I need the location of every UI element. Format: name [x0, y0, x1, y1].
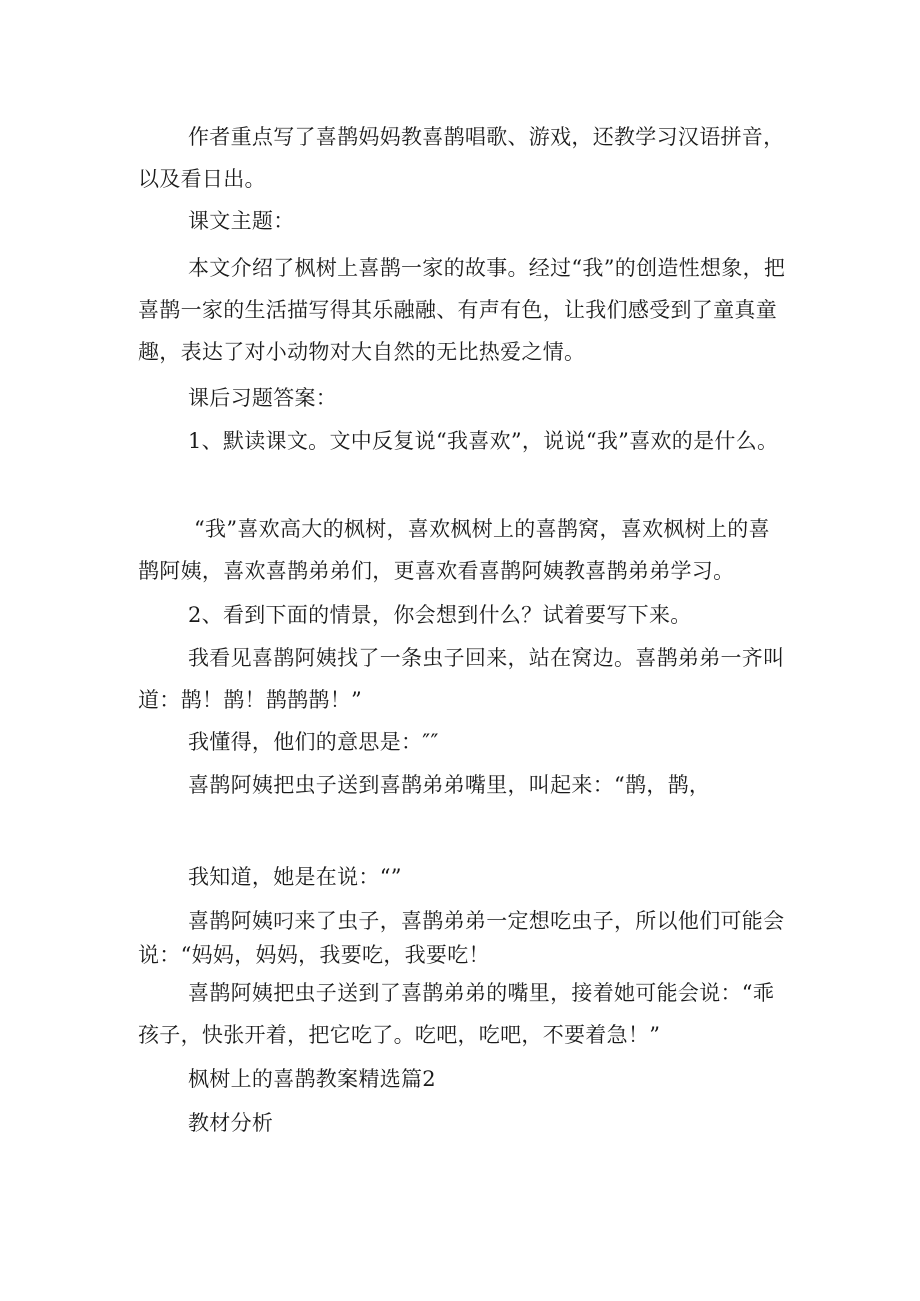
scene-paragraph: 我看见喜鹊阿姨找了一条虫子回来，站在窝边。喜鹊弟弟一齐叫道：鹊！鹊！鹊鹊鹊！” — [138, 646, 785, 712]
paragraph-summary: 作者重点写了喜鹊妈妈教喜鹊唱歌、游戏，还教学习汉语拼音，以及看日出。 — [138, 125, 785, 191]
paragraph-theme: 本文介绍了枫树上喜鹊一家的故事。经过“我”的创造性想象，把喜鹊一家的生活描写得其乐融融、有声有色，让我们感受到了童真童趣，表达了对小动物对大自然的无比热爱之情。 — [138, 256, 786, 364]
feeding-line: 喜鹊阿姨把虫子送到喜鹊弟弟嘴里，叫起来：“鹊，鹊， — [188, 773, 711, 797]
understanding-line: 我懂得，他们的意思是：″″ — [188, 730, 439, 754]
heading-theme: 课文主题： — [188, 209, 295, 233]
knowing-line: 我知道，她是在说：“” — [188, 865, 402, 889]
question-1: 1、默读课文。文中反复说“我喜欢”，说说“我”喜欢的是什么。 — [188, 429, 779, 453]
question-2: 2、看到下面的情景，你会想到什么？试着要写下来。 — [188, 603, 692, 627]
section-heading-material-analysis: 教材分析 — [188, 1111, 274, 1135]
section-title: 枫树上的喜鹊教案精选篇2 — [188, 1067, 436, 1091]
answer-1: “我”喜欢高大的枫树，喜欢枫树上的喜鹊窝，喜欢枫树上的喜鹊阿姨，喜欢喜鹊弟弟们，更喜欢看喜鹊阿姨教喜鹊弟弟学习。 — [138, 517, 770, 583]
answer-2b: 喜鹊阿姨把虫子送到了喜鹊弟弟的嘴里，接着她可能会说：“乖孩子，快张开着，把它吃了。吃吧，吃吧，不要着急！” — [138, 981, 775, 1047]
answer-2a: 喜鹊阿姨叼来了虫子，喜鹊弟弟一定想吃虫子，所以他们可能会说：“妈妈，妈妈，我要吃，我要吃！ — [138, 909, 785, 967]
heading-answers: 课后习题答案： — [188, 386, 338, 410]
